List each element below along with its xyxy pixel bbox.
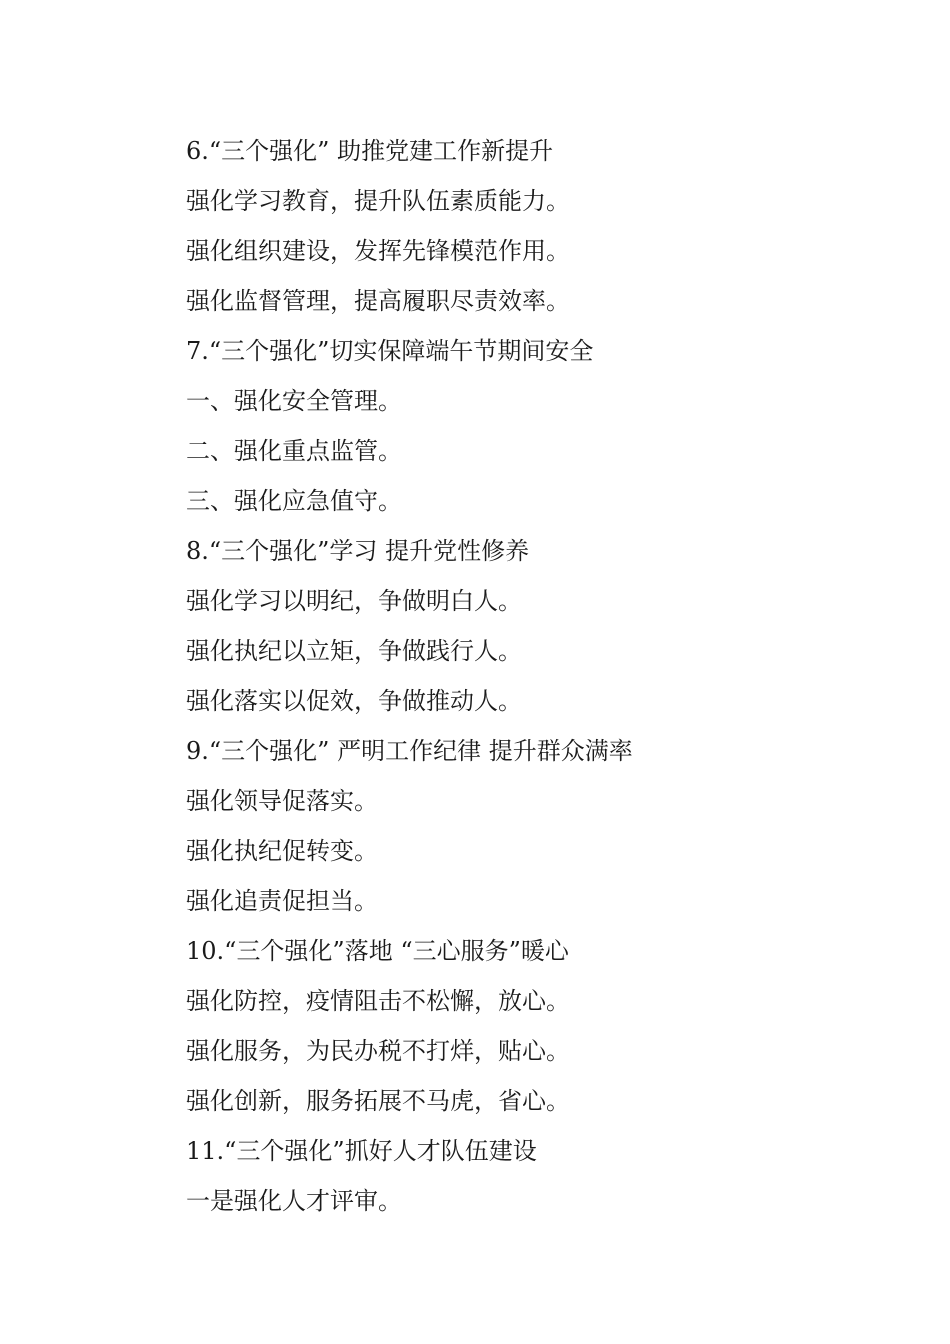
paragraph-line: 强化服务，为民办税不打烊，贴心。 — [186, 1037, 570, 1065]
paragraph-line: 强化学习教育，提升队伍素质能力。 — [186, 187, 570, 215]
paragraph-line: 强化落实以促效，争做推动人。 — [186, 687, 522, 715]
paragraph-line: 强化组织建设，发挥先锋模范作用。 — [186, 237, 570, 265]
paragraph-line: 强化监督管理，提高履职尽责效率。 — [186, 287, 570, 315]
paragraph-line: 一是强化人才评审。 — [186, 1187, 402, 1215]
document-body — [186, 126, 886, 1226]
paragraph-line: 强化领导促落实。 — [186, 787, 378, 815]
paragraph-line: 强化执纪以立矩，争做践行人。 — [186, 637, 522, 665]
paragraph-line: 强化创新，服务拓展不马虎，省心。 — [186, 1087, 570, 1115]
heading-6: 6.“三个强化” 助推党建工作新提升 — [186, 137, 554, 165]
heading-10: 10.“三个强化”落地 “三心服务”暖心 — [186, 937, 569, 965]
paragraph-line: 二、强化重点监管。 — [186, 437, 402, 465]
paragraph-line: 强化执纪促转变。 — [186, 837, 378, 865]
heading-9: 9.“三个强化” 严明工作纪律 提升群众满率 — [186, 737, 633, 765]
heading-7: 7.“三个强化”切实保障端午节期间安全 — [186, 337, 594, 365]
heading-11: 11.“三个强化”抓好人才队伍建设 — [186, 1137, 537, 1165]
paragraph-line: 一、强化安全管理。 — [186, 387, 402, 415]
paragraph-line: 三、强化应急值守。 — [186, 487, 402, 515]
paragraph-line: 强化学习以明纪，争做明白人。 — [186, 587, 522, 615]
heading-8: 8.“三个强化”学习 提升党性修养 — [186, 537, 530, 565]
paragraph-line: 强化防控，疫情阻击不松懈，放心。 — [186, 987, 570, 1015]
paragraph-line: 强化追责促担当。 — [186, 887, 378, 915]
